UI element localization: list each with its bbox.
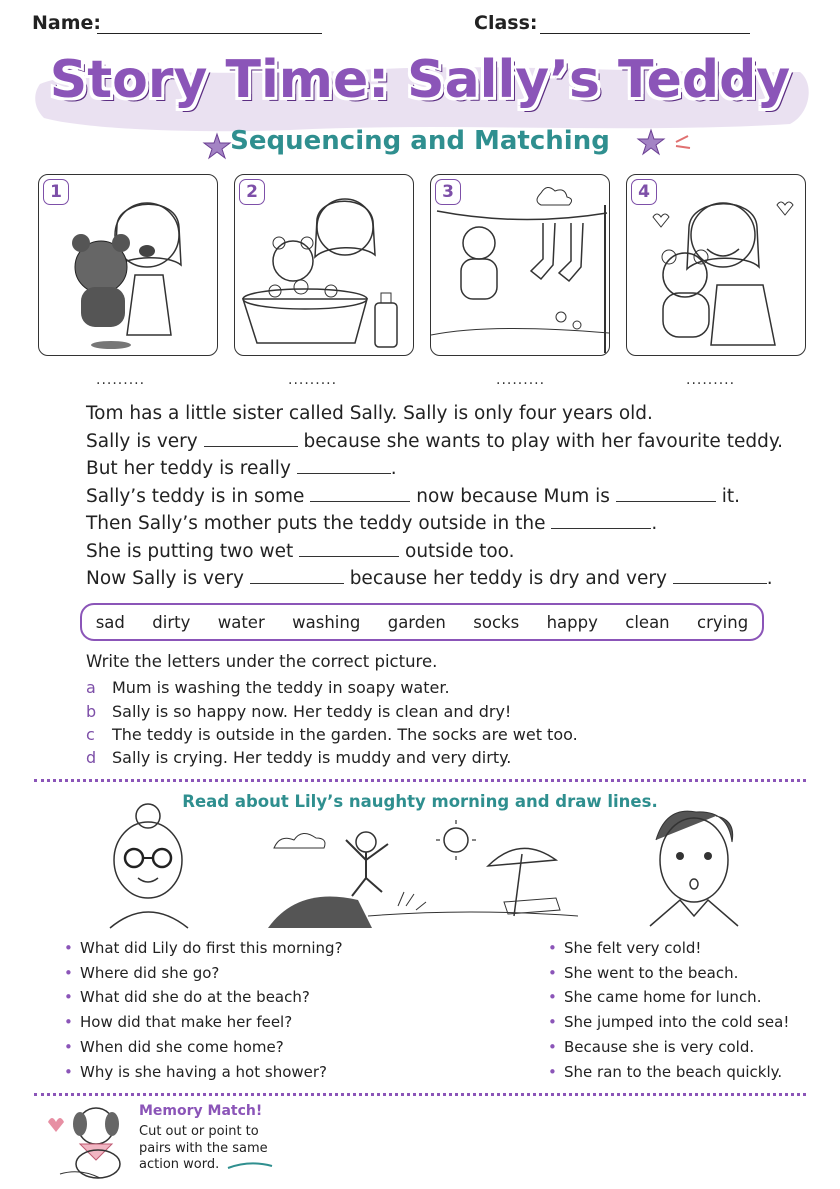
squiggle-decoration xyxy=(226,1160,276,1172)
picture-panel-3 xyxy=(430,174,610,356)
puppy-illustration xyxy=(40,1102,130,1182)
lily-jumping-into-sea-illustration xyxy=(268,816,578,930)
answer-space-2[interactable]: ......... xyxy=(288,372,338,388)
story-text-segment: Now Sally is very xyxy=(86,568,244,589)
panel-number: 4 xyxy=(631,179,657,205)
option-letter: c xyxy=(86,725,95,744)
gap-blank[interactable] xyxy=(673,567,767,584)
story-text-segment: Sally is very xyxy=(86,430,198,452)
story-text-segment: because she wants to play with her favourite teddy. xyxy=(303,430,784,452)
list-item[interactable]: • She came home for lunch. xyxy=(548,985,789,1010)
list-item[interactable]: • What did Lily do first this morning? xyxy=(64,936,343,961)
story-line-4 xyxy=(86,483,786,511)
story-text-segment: now because Mum is xyxy=(416,485,610,507)
story-line-3 xyxy=(86,455,786,483)
section-divider xyxy=(34,779,806,782)
matching-option-b xyxy=(86,702,511,721)
gap-blank[interactable] xyxy=(616,485,716,502)
page-subtitle: Sequencing and Matching xyxy=(230,126,610,156)
list-item[interactable]: • She felt very cold! xyxy=(548,936,789,961)
matching-instruction: Write the letters under the correct picture. xyxy=(86,652,438,671)
memory-match-title: Memory Match! xyxy=(139,1103,263,1119)
answer-space-1[interactable]: ......... xyxy=(96,372,146,388)
story-text-segment: outside too. xyxy=(405,540,515,562)
story-text xyxy=(86,400,786,593)
matching-option-a xyxy=(86,678,450,697)
word-bank-item: washing xyxy=(292,612,361,632)
story-text-segment: Tom has a little sister called Sally. Sally is only four years old. xyxy=(86,403,653,424)
matching-option-d xyxy=(86,748,511,767)
panel-number: 2 xyxy=(239,179,265,205)
story-line-2 xyxy=(86,428,786,456)
panel-number: 1 xyxy=(43,179,69,205)
option-letter: b xyxy=(86,702,97,721)
option-letter: d xyxy=(86,748,97,767)
list-item[interactable]: • Because she is very cold. xyxy=(548,1035,789,1060)
word-bank-item: happy xyxy=(546,612,598,632)
story-text-segment: Then Sally’s mother puts the teddy outside in the xyxy=(86,513,546,534)
word-bank-item: water xyxy=(217,612,265,632)
list-item[interactable]: • When did she come home? xyxy=(64,1035,343,1060)
father-portrait-illustration xyxy=(636,800,746,928)
story-text-segment: . xyxy=(390,458,397,479)
list-item[interactable]: • She went to the beach. xyxy=(548,961,789,986)
panel-number: 3 xyxy=(435,179,461,205)
story-text-segment: She is putting two wet xyxy=(86,540,294,562)
memory-match-body: Cut out or point to pairs with the same action word. xyxy=(139,1124,268,1172)
list-item[interactable]: • How did that make her feel? xyxy=(64,1010,343,1035)
answer-space-3[interactable]: ......... xyxy=(496,372,546,388)
story-line-7 xyxy=(86,565,786,593)
story-text-segment: . xyxy=(651,513,658,534)
word-bank-item: sad xyxy=(95,612,125,632)
story-line-5 xyxy=(86,510,786,538)
section-heading: Read about Lily’s naughty morning and draw lines. xyxy=(182,792,658,811)
name-field[interactable] xyxy=(97,33,322,34)
gap-blank[interactable] xyxy=(551,512,651,529)
story-line-6 xyxy=(86,538,786,566)
list-item[interactable]: • Where did she go? xyxy=(64,961,343,986)
mother-portrait-illustration xyxy=(96,796,196,930)
gap-blank[interactable] xyxy=(310,485,410,502)
story-text-segment: because her teddy is dry and very xyxy=(349,568,667,589)
word-bank-item: clean xyxy=(625,612,670,632)
picture-panel-2 xyxy=(234,174,414,356)
gap-blank[interactable] xyxy=(250,567,344,584)
matching-option-c xyxy=(86,725,578,744)
name-label: Name: xyxy=(32,12,102,34)
word-bank-item: socks xyxy=(473,612,520,632)
list-item[interactable]: • Why is she having a hot shower? xyxy=(64,1060,343,1085)
option-text: Sally is crying. Her teddy is muddy and very dirty. xyxy=(112,748,512,767)
story-text-segment: But her teddy is really xyxy=(86,458,291,479)
gap-blank[interactable] xyxy=(299,540,399,557)
page-title: Story Time: Sally’s Teddy xyxy=(49,50,791,110)
option-text: Sally is so happy now. Her teddy is clean and dry! xyxy=(112,702,512,721)
picture-panel-4 xyxy=(626,174,806,356)
list-item[interactable]: • What did she do at the beach? xyxy=(64,985,343,1010)
story-text-segment: . xyxy=(766,568,773,589)
story-text-segment: Sally’s teddy is in some xyxy=(86,485,305,507)
star-icon xyxy=(636,128,696,158)
answer-space-4[interactable]: ......... xyxy=(686,372,736,388)
gap-blank[interactable] xyxy=(297,457,391,474)
word-bank-item: crying xyxy=(697,612,749,632)
word-bank-item: garden xyxy=(387,612,446,632)
picture-panel-1 xyxy=(38,174,218,356)
section-divider xyxy=(34,1093,806,1096)
word-bank-item: dirty xyxy=(152,612,191,632)
option-letter: a xyxy=(86,678,96,697)
lily-questions-list xyxy=(64,936,343,1084)
lily-answers-list xyxy=(548,936,789,1084)
option-text: Mum is washing the teddy in soapy water. xyxy=(112,678,450,697)
word-bank xyxy=(80,603,764,641)
list-item[interactable]: • She jumped into the cold sea! xyxy=(548,1010,789,1035)
option-text: The teddy is outside in the garden. The socks are wet too. xyxy=(112,725,578,744)
class-label: Class: xyxy=(474,12,538,34)
gap-blank[interactable] xyxy=(204,430,298,447)
list-item[interactable]: • She ran to the beach quickly. xyxy=(548,1060,789,1085)
story-text-segment: it. xyxy=(721,485,740,507)
class-field[interactable] xyxy=(540,33,750,34)
story-line-1 xyxy=(86,400,786,428)
